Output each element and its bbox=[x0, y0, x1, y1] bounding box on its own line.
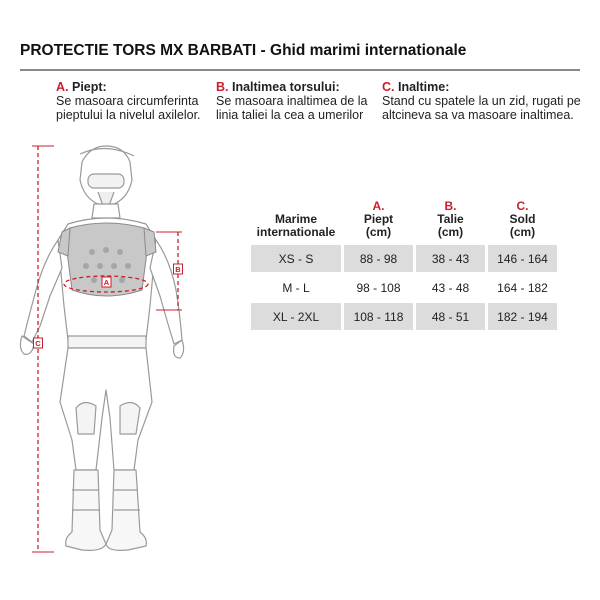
measurement-a-line2: pieptului la nivelul axilelor. bbox=[56, 108, 201, 122]
measurement-c-description bbox=[382, 80, 581, 122]
cell-size: XL - 2XL bbox=[251, 303, 341, 330]
page-title: PROTECTIE TORS MX BARBATI - Ghid marimi internationale bbox=[20, 42, 467, 59]
measurement-c-letter: C. bbox=[382, 80, 395, 94]
cell-size: XS - S bbox=[251, 245, 341, 272]
table-header-row bbox=[251, 198, 557, 243]
measurement-c-line2: altcineva sa va masoare inaltimea. bbox=[382, 108, 574, 122]
measurement-a-line1: Se masoara circumferinta bbox=[56, 94, 199, 108]
marker-a: A bbox=[103, 278, 110, 287]
cell-sold: 164 - 182 bbox=[497, 280, 548, 295]
cell-talie: 48 - 51 bbox=[416, 303, 485, 330]
cell-sold: 182 - 194 bbox=[488, 303, 557, 330]
cell-sold: 146 - 164 bbox=[488, 245, 557, 272]
cell-piept: 108 - 118 bbox=[344, 303, 413, 330]
cell-piept: 88 - 98 bbox=[344, 245, 413, 272]
marker-c: C bbox=[35, 339, 41, 348]
measurement-b-description bbox=[216, 80, 367, 122]
cell-talie: 43 - 48 bbox=[431, 280, 470, 295]
measurement-b-line2: linia taliei la cea a umerilor bbox=[216, 108, 364, 122]
measurement-b-line1: Se masoara inaltimea de la bbox=[216, 94, 368, 108]
table-row bbox=[251, 245, 557, 272]
header-sold: C. Sold (cm) bbox=[509, 199, 536, 239]
table-row bbox=[251, 303, 557, 330]
header-talie: B. Talie (cm) bbox=[437, 199, 464, 239]
cell-talie: 38 - 43 bbox=[416, 245, 485, 272]
measurement-c-name: Inaltime: bbox=[397, 80, 450, 94]
table-row bbox=[251, 274, 557, 301]
cell-piept: 98 - 108 bbox=[356, 280, 401, 295]
measurement-b-name: Inaltimea torsului: bbox=[231, 80, 340, 94]
header-size: Marime internationale bbox=[256, 212, 336, 239]
header-piept: A. Piept (cm) bbox=[363, 199, 394, 239]
marker-b: B bbox=[175, 265, 181, 274]
rider-with-chest-protector-icon bbox=[10, 140, 210, 580]
measurement-a-description bbox=[56, 80, 201, 122]
size-chart-table bbox=[248, 196, 560, 332]
cell-size: M - L bbox=[282, 280, 310, 295]
title-divider bbox=[20, 69, 580, 71]
measurement-a-letter: A. bbox=[56, 80, 69, 94]
measurement-b-letter: B. bbox=[216, 80, 229, 94]
measurement-a-name: Piept: bbox=[71, 80, 107, 94]
measurement-c-line1: Stand cu spatele la un zid, rugati pe bbox=[382, 94, 581, 108]
